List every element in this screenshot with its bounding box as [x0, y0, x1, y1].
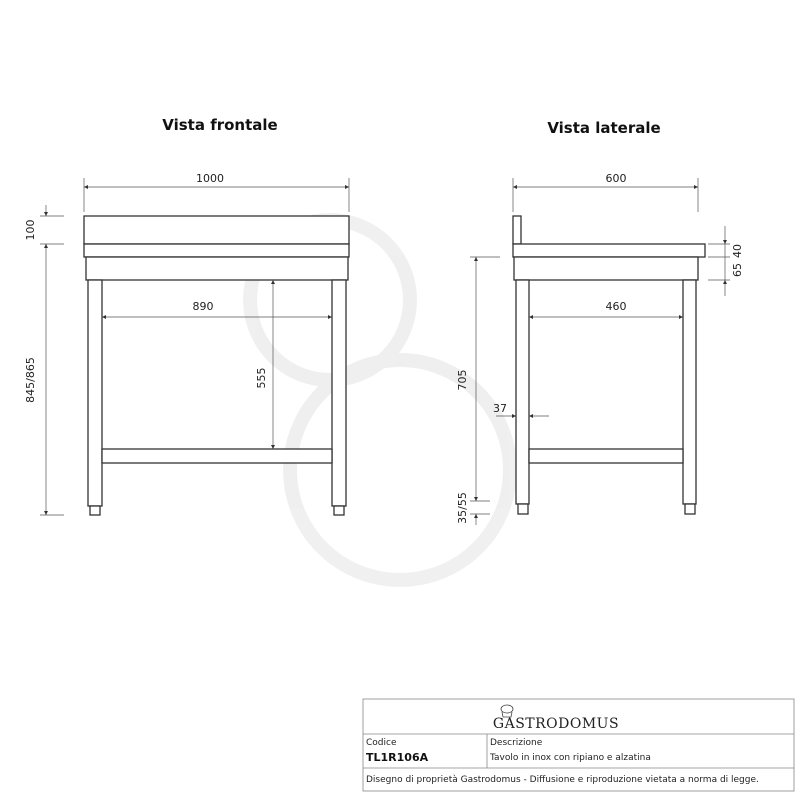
ownership-notice: Disegno di proprietà Gastrodomus - Diffusione e riproduzione vietata a norma di legge. [366, 775, 759, 785]
front-view-title: Vista frontale [162, 116, 278, 134]
brand-logo: GASTRODOMUS [492, 716, 620, 732]
code-label: Codice [366, 738, 397, 748]
dim-apron: 65 [731, 263, 744, 277]
dim-inner: 890 [192, 300, 214, 313]
dim-feet: 35/55 [456, 492, 469, 524]
dim-leg: 37 [493, 402, 507, 415]
side-view-title: Vista laterale [547, 119, 661, 137]
description-label: Descrizione [490, 738, 543, 748]
dim-shelf: 555 [255, 367, 268, 389]
dim-top: 40 [731, 244, 744, 258]
dim-depth: 600 [605, 172, 627, 185]
dim-side-inner: 460 [605, 300, 627, 313]
front-view [84, 216, 349, 515]
dim-side-height: 705 [456, 369, 469, 391]
dim-width: 1000 [196, 172, 224, 185]
product-description: Tavolo in inox con ripiano e alzatina [490, 753, 651, 763]
title-block [363, 699, 794, 791]
dim-splash: 100 [24, 219, 37, 241]
side-dimensions [456, 172, 744, 525]
dim-height: 845/865 [24, 357, 37, 403]
side-view [513, 216, 705, 514]
product-code: TL1R106A [366, 751, 429, 764]
